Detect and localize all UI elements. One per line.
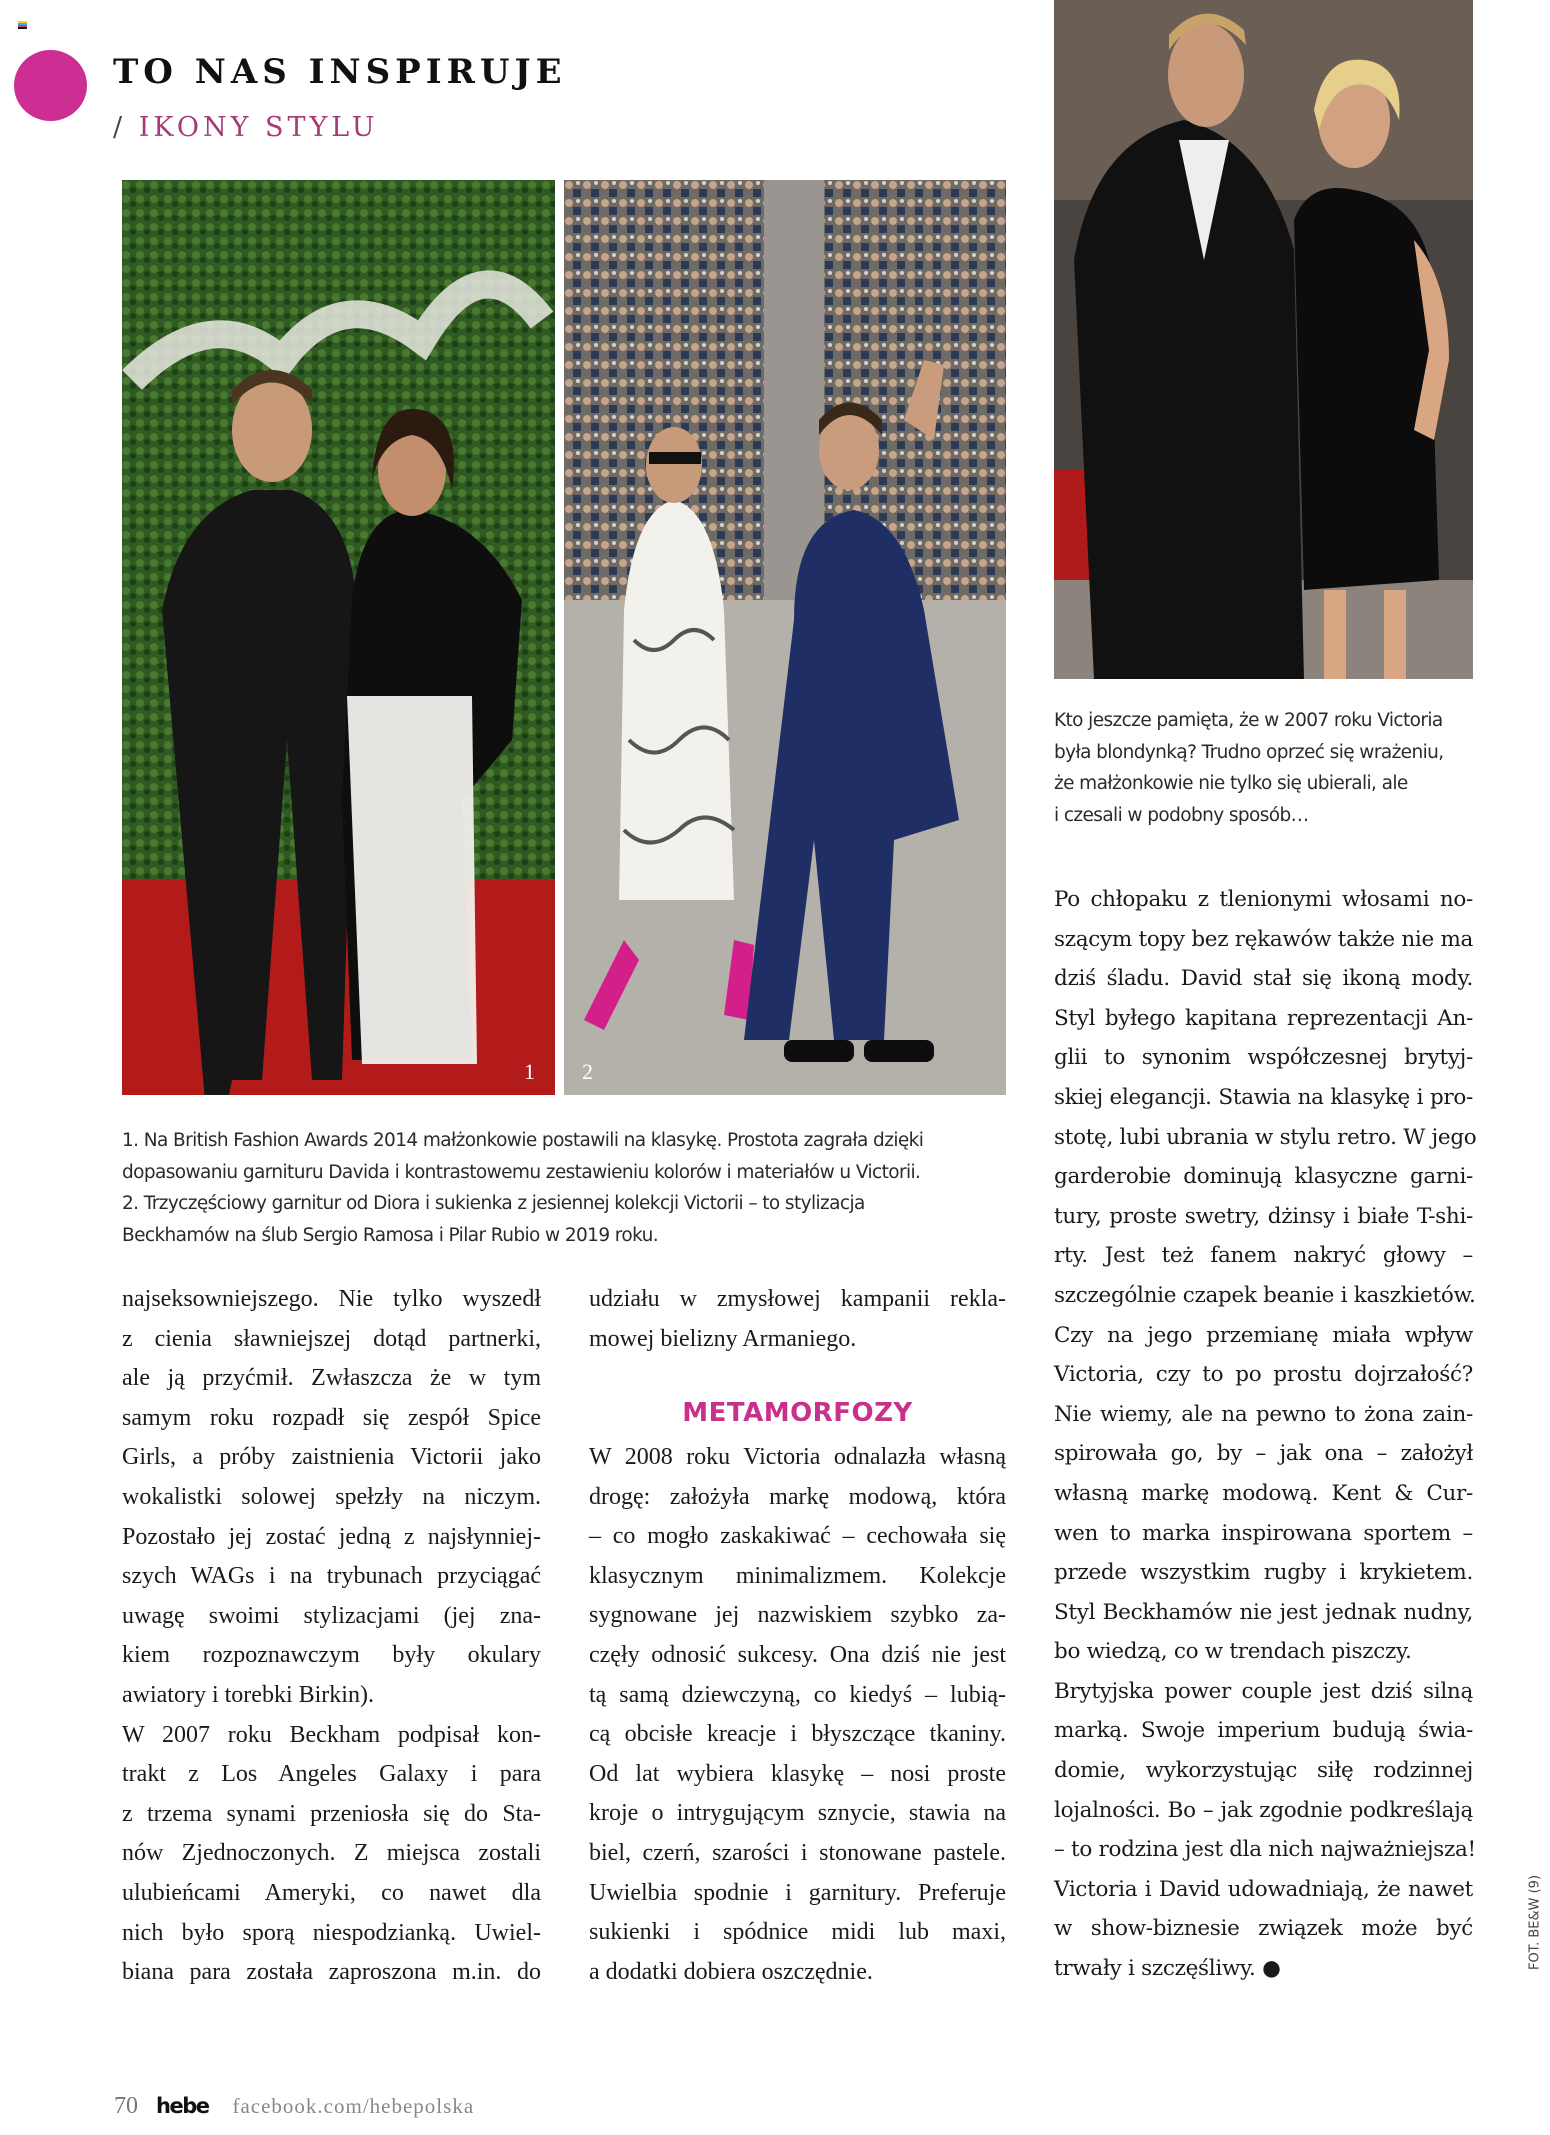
text-line: wokalistki solowej spełzły na niczym. xyxy=(122,1483,541,1510)
text-line: skiej elegancji. Stawia na klasykę i pro- xyxy=(1054,1084,1473,1110)
photo-2007-blonde-victoria xyxy=(1054,0,1473,679)
text-line: przede wszystkim rugby i krykietem. xyxy=(1054,1560,1473,1586)
text-line: sygnowane jej nazwiskiem szybko za- xyxy=(589,1602,1006,1629)
text-line: kroje o intrygującym sznycie, stawia na xyxy=(589,1800,1006,1827)
text-line: Uwielbia spodnie i garnitury. Preferuje xyxy=(589,1879,1006,1906)
article-column-1 xyxy=(122,1280,541,1993)
photo-british-fashion-awards xyxy=(122,180,555,1095)
text-line: mowej bielizny Armaniego. xyxy=(589,1325,857,1352)
text-line: Girls, a próby zaistnienia Victorii jako xyxy=(122,1444,541,1471)
text-line: z trzema synami przeniosła się do Sta- xyxy=(122,1800,541,1827)
text-line: nów Zjednoczonych. Z miejsca zostali xyxy=(122,1840,541,1867)
text-line: glii to synonim współczesnej brytyj- xyxy=(1054,1045,1473,1071)
text-line: drogę: założyła markę modową, która xyxy=(589,1483,1006,1510)
facebook-link[interactable]: facebook.com/hebepolska xyxy=(232,2094,475,2118)
text-line: z cienia sławniejszej dotąd partnerki, xyxy=(122,1325,541,1352)
text-line: domie, wykorzystując siłę rodzinnej xyxy=(1054,1758,1473,1784)
photo-number: 1 xyxy=(524,1059,535,1084)
text-line: tą samą dziewczyną, co kiedyś – lubią- xyxy=(589,1681,1006,1708)
text-line: własną markę modową. Kent & Cur- xyxy=(1054,1480,1473,1506)
text-line: biel, czerń, szarości i stonowane pastele. xyxy=(589,1839,1006,1866)
text-line: tury, proste swetry, dżinsy i białe T-shi- xyxy=(1054,1203,1473,1229)
text-line: ulubieńcami Ameryki, co nawet dla xyxy=(122,1879,541,1906)
text-line: szczególnie czapek beanie i kaszkietów. xyxy=(1054,1282,1476,1308)
text-line: a dodatki dobiera oszczędnie. xyxy=(589,1958,873,1985)
text-line: Od lat wybiera klasykę – nosi proste xyxy=(589,1760,1006,1787)
main-photos-caption xyxy=(122,1125,923,1251)
text-line: – to rodzina jest dla nich najważniejsza! xyxy=(1054,1837,1476,1863)
text-line: Brytyjska power couple jest dziś silną xyxy=(1054,1678,1473,1704)
section-title: TO NAS INSPIRUJE xyxy=(113,52,567,92)
photo-credit: FOT. BE&W (9) xyxy=(1527,1874,1543,1971)
caption-line: 2. Trzyczęściowy garnitur od Diora i sukienka z jesiennej kolekcji Victorii – to stylizacja xyxy=(122,1193,865,1214)
side-photo-caption xyxy=(1054,705,1444,831)
text-line: klasycznym minimalizmem. Kolekcje xyxy=(589,1562,1006,1589)
article-column-3 xyxy=(1054,880,1477,1989)
caption-line: 1. Na British Fashion Awards 2014 małżonkowie postawili na klasykę. Prostota zagrała dzięki xyxy=(122,1130,924,1151)
text-line: uwagę swoimi stylizacjami (jej zna- xyxy=(122,1602,541,1629)
caption-line: Beckhamów na ślub Sergio Ramosa i Pilar Rubio w 2019 roku. xyxy=(122,1224,659,1246)
text-line: biana para została zaproszona m.in. do xyxy=(122,1959,541,1986)
caption-line: dopasowaniu garnituru Davida i kontrastowemu zestawieniu kolorów i materiałów u Victorii. xyxy=(122,1161,921,1183)
text-line: w show-biznesie związek może być xyxy=(1054,1916,1473,1942)
text-line: trwały i szczęśliwy. ● xyxy=(1054,1956,1281,1982)
text-line: nich było sporą niespodzianką. Uwiel- xyxy=(122,1919,541,1946)
caption-line: i czesali w podobny sposób… xyxy=(1054,804,1309,826)
page-number: 70 xyxy=(114,2093,138,2119)
text-line: – co mogło zaskakiwać – cechowała się xyxy=(589,1523,1006,1550)
caption-line: Kto jeszcze pamięta, że w 2007 roku Victoria xyxy=(1054,710,1443,731)
text-line: awiatory i torebki Birkin). xyxy=(122,1681,374,1708)
text-line: cą obcisłe kreacje i błyszczące tkaniny. xyxy=(589,1721,1006,1748)
page-footer xyxy=(114,2093,474,2120)
subtitle-text: IKONY STYLU xyxy=(138,112,379,143)
text-line: kiem rozpoznawczym były okulary xyxy=(122,1642,541,1669)
text-line: udziału w zmysłowej kampanii rekla- xyxy=(589,1286,1006,1312)
text-line: Po chłopaku z tlenionymi włosami no- xyxy=(1054,887,1473,912)
text-line: ale ją przyćmił. Zwłaszcza że w tym xyxy=(122,1365,541,1392)
text-line: sukienki i spódnice midi lub maxi, xyxy=(589,1919,1006,1946)
caption-line: że małżonkowie nie tylko się ubierali, ale xyxy=(1054,773,1408,794)
text-line: szych WAGs i na trybunach przyciągać xyxy=(122,1563,541,1590)
text-line: szącym topy bez rękawów także nie ma xyxy=(1054,926,1474,952)
caption-line: była blondynką? Trudno oprzeć się wrażeniu, xyxy=(1054,741,1444,763)
text-line: W 2008 roku Victoria odnalazła własną xyxy=(589,1444,1006,1470)
text-line: najseksowniejszego. Nie tylko wyszedł xyxy=(122,1286,541,1312)
article-column-2-top xyxy=(589,1280,1006,1359)
text-line: Pozostało jej zostać jedną z najsłynniej- xyxy=(122,1523,541,1550)
text-line: trakt z Los Angeles Galaxy i para xyxy=(122,1761,541,1788)
text-line: marką. Swoje imperium budują świa- xyxy=(1054,1718,1473,1744)
text-line: lojalności. Bo – jak zgodnie podkreślają xyxy=(1054,1797,1473,1823)
article-column-2 xyxy=(589,1438,1006,1992)
text-line: wen to marka inspirowana sportem – xyxy=(1054,1520,1473,1546)
section-subtitle xyxy=(113,112,379,143)
text-line: bo wiedzą, co w trendach piszczy. xyxy=(1054,1639,1412,1665)
text-line: Styl Beckhamów nie jest jednak nudny, xyxy=(1054,1599,1473,1625)
text-line: rty. Jest też fanem nakryć głowy – xyxy=(1054,1243,1473,1269)
text-line: garderobie dominują klasyczne garni- xyxy=(1054,1164,1473,1190)
text-line: Styl byłego kapitana reprezentacji An- xyxy=(1054,1005,1473,1031)
text-line: spirowała go, by – jak ona – założył xyxy=(1054,1441,1473,1467)
text-line: częły odnosić sukcesy. Ona dziś nie jest xyxy=(589,1641,1006,1668)
section-dot-icon xyxy=(14,50,87,121)
brand-logo: hebe xyxy=(156,2094,209,2118)
text-line: Czy na jego przemianę miała wpływ xyxy=(1054,1322,1473,1348)
text-line: W 2007 roku Beckham podpisał kon- xyxy=(122,1721,541,1748)
section-heading-metamorfozy: METAMORFOZY xyxy=(682,1398,913,1428)
text-line: Victoria i David udowadniają, że nawet xyxy=(1054,1876,1473,1902)
subtitle-slash: / xyxy=(113,112,127,143)
photo-wedding-sergio-ramos xyxy=(564,180,1006,1095)
text-line: dziś śladu. David stał się ikoną mody. xyxy=(1054,966,1473,992)
photo-number: 2 xyxy=(582,1059,593,1084)
text-line: Victoria, czy to po prostu dojrzałość? xyxy=(1054,1362,1473,1388)
text-line: samym roku rozpadł się zespół Spice xyxy=(122,1404,541,1431)
print-registration-mark xyxy=(18,21,27,29)
text-line: stotę, lubi ubrania w stylu retro. W jego xyxy=(1054,1124,1477,1150)
text-line: Nie wiemy, ale na pewno to żona zain- xyxy=(1054,1401,1473,1427)
